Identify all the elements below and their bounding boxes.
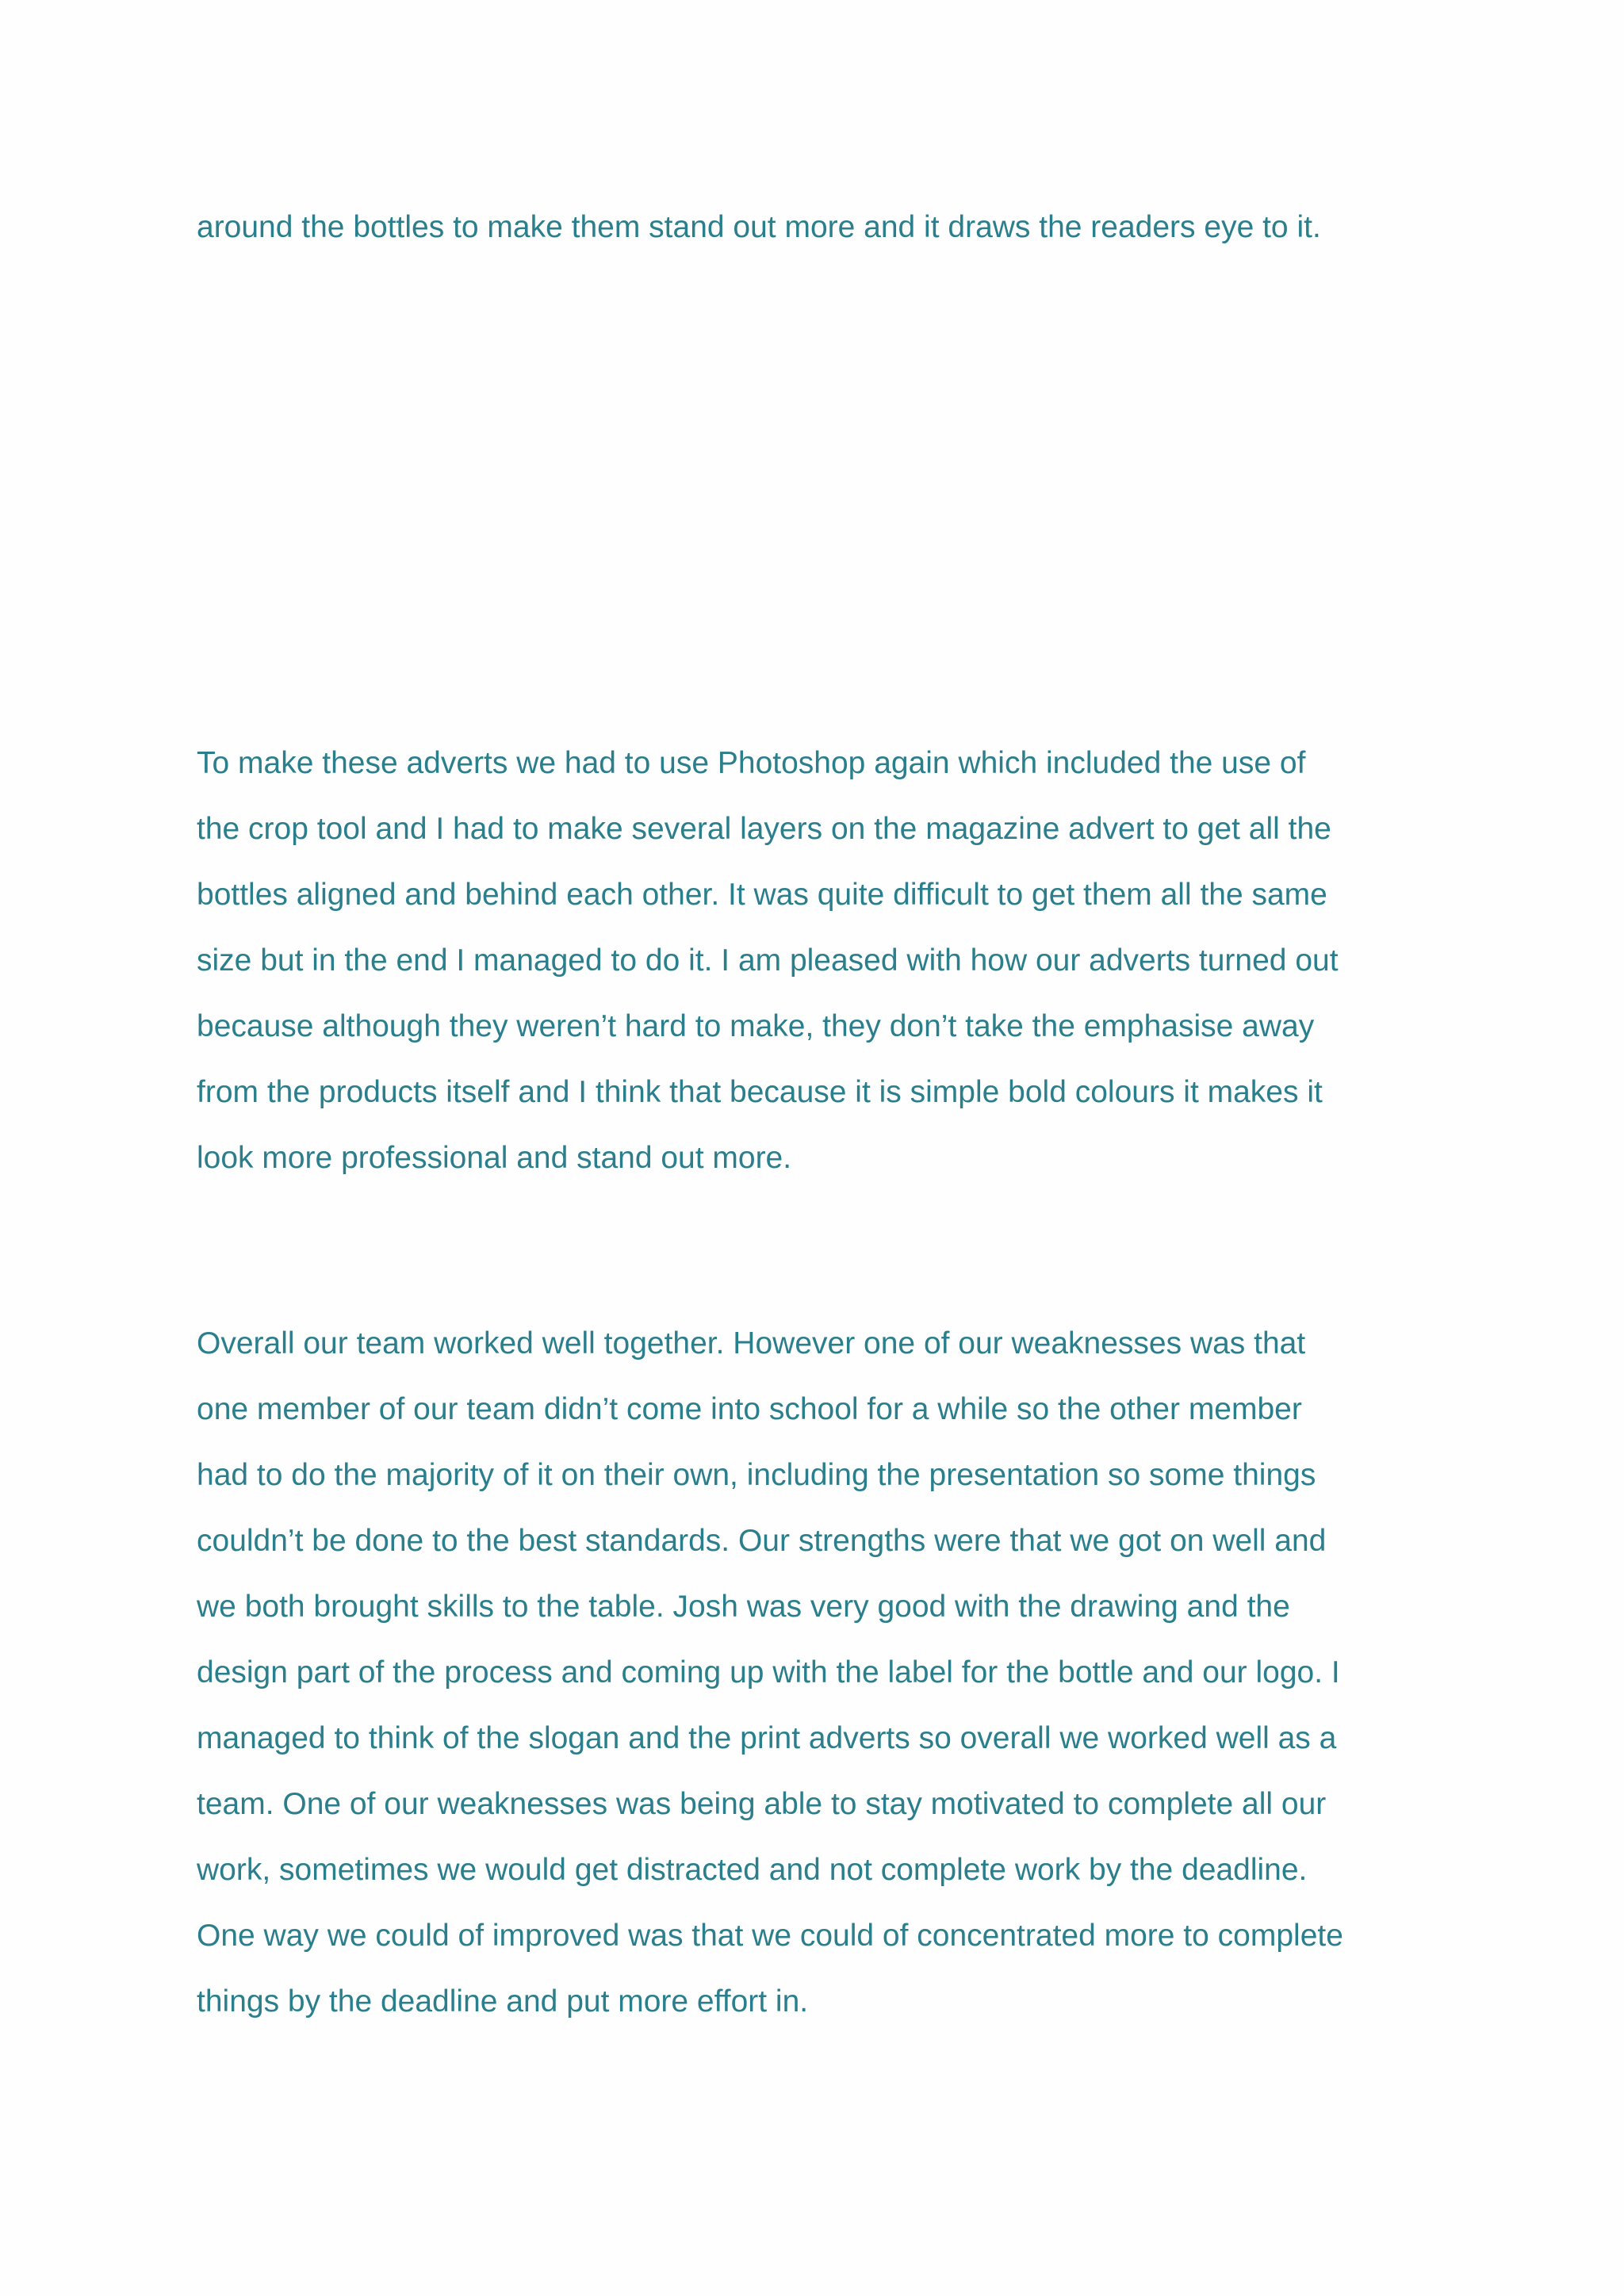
text-line: couldn’t be done to the best standards. Our strengths were that we got on well and bbox=[197, 1524, 1327, 1558]
text-line: from the products itself and I think that because it is simple bold colours it makes it bbox=[197, 1075, 1323, 1109]
text-line: design part of the process and coming up with the label for the bottle and our logo. I bbox=[197, 1655, 1340, 1689]
text-line: we both brought skills to the table. Josh was very good with the drawing and the bbox=[197, 1590, 1290, 1624]
text-line: because although they weren’t hard to make, they don’t take the emphasise away bbox=[197, 1009, 1315, 1043]
text-line: had to do the majority of it on their own, including the presentation so some things bbox=[197, 1458, 1316, 1492]
text-line: work, sometimes we would get distracted and not complete work by the deadline. bbox=[197, 1853, 1308, 1887]
text-line: One way we could of improved was that we could of concentrated more to complete bbox=[197, 1919, 1343, 1953]
text-line: one member of our team didn’t come into school for a while so the other member bbox=[197, 1392, 1302, 1426]
text-line: look more professional and stand out more. bbox=[197, 1141, 792, 1175]
text-line: managed to think of the slogan and the print adverts so overall we worked well as a bbox=[197, 1721, 1337, 1755]
paragraph-bottles-continuation bbox=[197, 194, 1465, 260]
paragraph-photoshop-adverts bbox=[197, 730, 1465, 1191]
text-line: around the bottles to make them stand out more and it draws the readers eye to it. bbox=[197, 210, 1321, 244]
text-line: things by the deadline and put more effort in. bbox=[197, 1984, 809, 2019]
text-line: To make these adverts we had to use Photoshop again which included the use of bbox=[197, 746, 1306, 780]
text-line: the crop tool and I had to make several layers on the magazine advert to get all the bbox=[197, 812, 1331, 846]
text-line: Overall our team worked well together. However one of our weaknesses was that bbox=[197, 1326, 1306, 1360]
text-line: bottles aligned and behind each other. It was quite difficult to get them all the same bbox=[197, 878, 1327, 912]
text-line: size but in the end I managed to do it. I am pleased with how our adverts turned out bbox=[197, 943, 1339, 978]
text-line: team. One of our weaknesses was being able to stay motivated to complete all our bbox=[197, 1787, 1327, 1821]
paragraph-teamwork-evaluation bbox=[197, 1311, 1465, 2034]
